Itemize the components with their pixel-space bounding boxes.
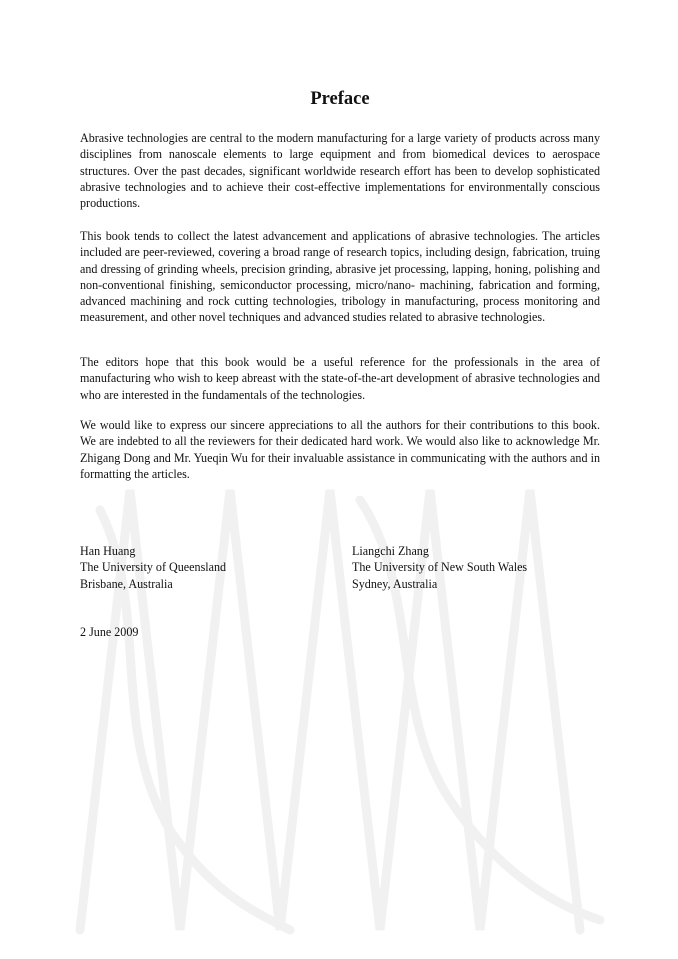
editor-affiliation: The University of Queensland — [80, 560, 227, 575]
editor-affiliation: The University of New South Wales — [352, 560, 528, 575]
paragraph-purpose: The editors hope that this book would be a useful reference for the professionals in the area of manufacturing who wish to keep abreast with the state-of-the-art development of abrasive technologies and who are interested in the fundamentals of the technologies. — [80, 355, 600, 402]
editor-location: Brisbane, Australia — [80, 576, 173, 591]
editor-location: Sydney, Australia — [352, 576, 438, 591]
editor-name: Han Huang — [80, 544, 136, 558]
editor-signature-right — [352, 543, 527, 592]
watermark-pattern — [60, 470, 620, 940]
preface-date: 2 June 2009 — [80, 625, 139, 639]
paragraph-intro: Abrasive technologies are central to the modern manufacturing for a large variety of products across many disciplines from nanoscale elements to large equipment and from biomedical devices to aerospace structures. Over the past decades, significant worldwide research effort has been to develop sophisticated abrasive technologies and to achieve their cost-effective implementations for environmentally conscious productions. — [80, 131, 600, 211]
paragraph-acknowledgements: We would like to express our sincere appreciations to all the authors for their contributions to this book. We are indebted to all the reviewers for their dedicated hard work. We would also like to acknowledge Mr. Zhigang Dong and Mr. Yueqin Wu for their invaluable assistance in communicating with the authors and in formatting the articles. — [80, 418, 600, 481]
editor-signature-left — [80, 543, 226, 592]
editor-name: Liangchi Zhang — [352, 544, 429, 558]
paragraph-scope: This book tends to collect the latest advancement and applications of abrasive technologies. The articles included are peer-reviewed, covering a broad range of research topics, including design, fabrication, truing and dressing of grinding wheels, precision grinding, abrasive jet processing, lapping, honing, polishing and non-conventional finishing, semiconductor processing, micro/nano- machining, fabrication and forming, advanced machining and rock cutting technologies, tribology in manufacturing, process monitoring and measurement, and other novel techniques and advanced studies related to abrasive technologies. — [80, 229, 600, 325]
page-title: Preface — [310, 89, 370, 109]
